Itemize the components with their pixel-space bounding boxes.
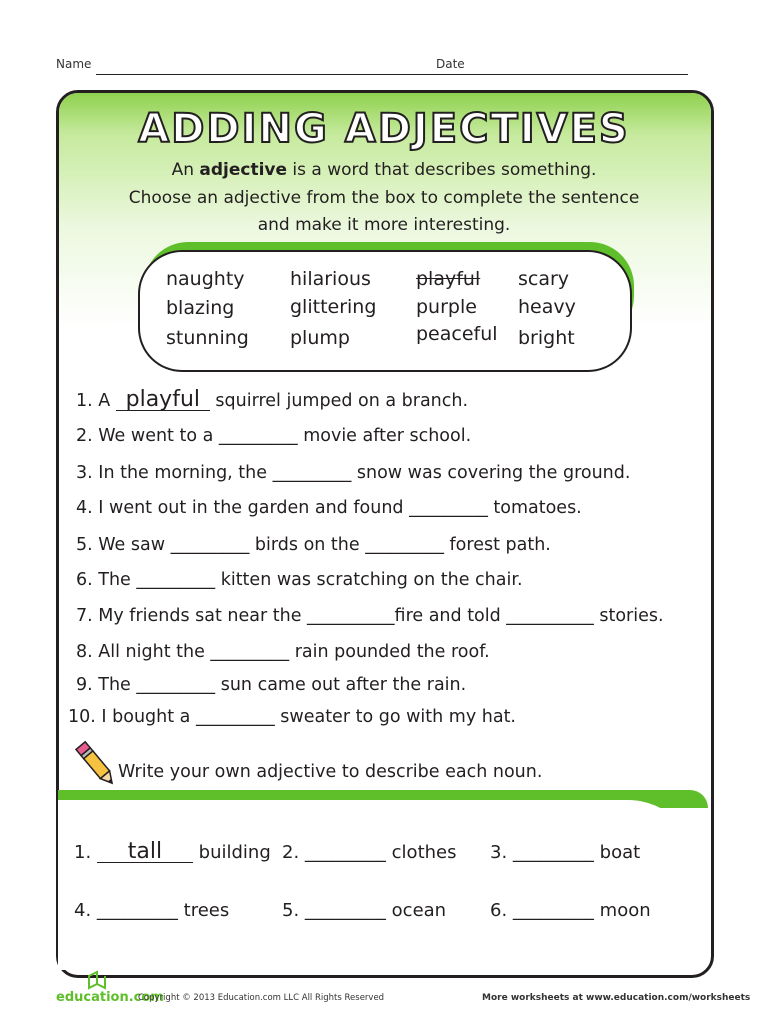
intro-pre: An: [171, 160, 200, 180]
item-number: 5.: [282, 900, 300, 921]
question-text[interactable]: The _________ kitten was scratching on the chair.: [98, 570, 523, 590]
question-1: [76, 387, 469, 412]
question-text[interactable]: In the morning, the _________ snow was covering the ground.: [98, 463, 631, 483]
question-number: 4.: [76, 498, 93, 518]
item-number: 1.: [74, 842, 92, 863]
noun-item-3: [490, 842, 640, 863]
item-number: 4.: [74, 900, 92, 921]
name-line[interactable]: [96, 74, 414, 75]
word: naughty: [166, 268, 245, 290]
question-5: [76, 535, 551, 555]
word: scary: [518, 268, 570, 290]
answer-blank[interactable]: _________: [304, 900, 386, 921]
question-text-pre: A: [98, 391, 116, 411]
answer-blank[interactable]: playful: [116, 390, 210, 411]
question-text[interactable]: The _________ sun came out after the rain.: [98, 675, 467, 695]
word-crossed-out: playful: [416, 268, 481, 290]
section2-instruction: Write your own adjective to describe each noun.: [118, 762, 543, 782]
noun: moon: [599, 900, 651, 921]
answer-blank[interactable]: tall: [97, 842, 193, 863]
question-text[interactable]: I went out in the garden and found _________ tomatoes.: [98, 498, 582, 518]
noun: boat: [599, 842, 641, 863]
question-9: [76, 675, 466, 695]
date-line[interactable]: [412, 74, 688, 75]
noun-item-1: [74, 839, 271, 864]
question-number: 3.: [76, 463, 93, 483]
item-number: 2.: [282, 842, 300, 863]
answer-blank[interactable]: _________: [512, 900, 594, 921]
question-number: 10.: [68, 707, 96, 727]
question-7: [76, 606, 664, 626]
word: heavy: [518, 296, 576, 318]
noun-item-6: [490, 900, 651, 921]
noun-item-2: [282, 842, 456, 863]
noun-item-5: [282, 900, 446, 921]
footer-logo[interactable]: education.com: [56, 990, 164, 1005]
noun-item-4: [74, 900, 229, 921]
question-text-post: squirrel jumped on a branch.: [209, 391, 469, 411]
answer-blank[interactable]: _________: [512, 842, 594, 863]
question-6: [76, 570, 523, 590]
question-number: 8.: [76, 642, 93, 662]
question-text[interactable]: My friends sat near the __________fire and told __________ stories.: [98, 606, 664, 626]
question-number: 2.: [76, 426, 93, 446]
question-number: 1.: [76, 391, 93, 411]
item-number: 3.: [490, 842, 508, 863]
word: stunning: [166, 327, 249, 349]
word: peaceful: [416, 323, 498, 345]
noun: clothes: [391, 842, 457, 863]
section2-area: [58, 800, 698, 970]
question-3: [76, 463, 630, 483]
question-number: 6.: [76, 570, 93, 590]
item-number: 6.: [490, 900, 508, 921]
footer-more-link[interactable]: More worksheets at www.education.com/worksheets: [482, 993, 751, 1003]
question-10: [68, 707, 516, 727]
intro-bold-word: adjective: [199, 160, 288, 180]
answer-blank[interactable]: _________: [96, 900, 178, 921]
noun: trees: [183, 900, 230, 921]
question-2: [76, 426, 471, 446]
page-title: ADDING ADJECTIVES: [138, 106, 630, 152]
question-text[interactable]: We saw _________ birds on the _________ forest path.: [98, 535, 551, 555]
answer-blank[interactable]: _________: [304, 842, 386, 863]
date-label: Date: [436, 57, 465, 71]
word: hilarious: [290, 268, 371, 290]
word: glittering: [290, 296, 377, 318]
question-8: [76, 642, 490, 662]
intro-line-3: and make it more interesting.: [257, 215, 511, 235]
intro-post: is a word that describes something.: [287, 160, 597, 180]
word: purple: [416, 296, 477, 318]
noun: ocean: [391, 900, 447, 921]
word: plump: [290, 327, 350, 349]
noun: building: [198, 842, 271, 863]
question-text[interactable]: All night the _________ rain pounded the roof.: [98, 642, 490, 662]
footer-copyright: Copyright © 2013 Education.com LLC All Rights Reserved: [138, 993, 385, 1003]
intro-line-1: [0, 160, 768, 180]
question-text[interactable]: We went to a _________ movie after school.: [98, 426, 472, 446]
education-logo-icon: [86, 970, 108, 990]
question-number: 5.: [76, 535, 93, 555]
question-text[interactable]: I bought a _________ sweater to go with my hat.: [101, 707, 516, 727]
question-number: 9.: [76, 675, 93, 695]
question-4: [76, 498, 582, 518]
question-number: 7.: [76, 606, 93, 626]
name-label: Name: [56, 57, 92, 71]
pencil-icon: [72, 738, 120, 790]
intro-line-2: Choose an adjective from the box to complete the sentence: [128, 188, 640, 208]
word: bright: [518, 327, 575, 349]
word: blazing: [166, 297, 235, 319]
